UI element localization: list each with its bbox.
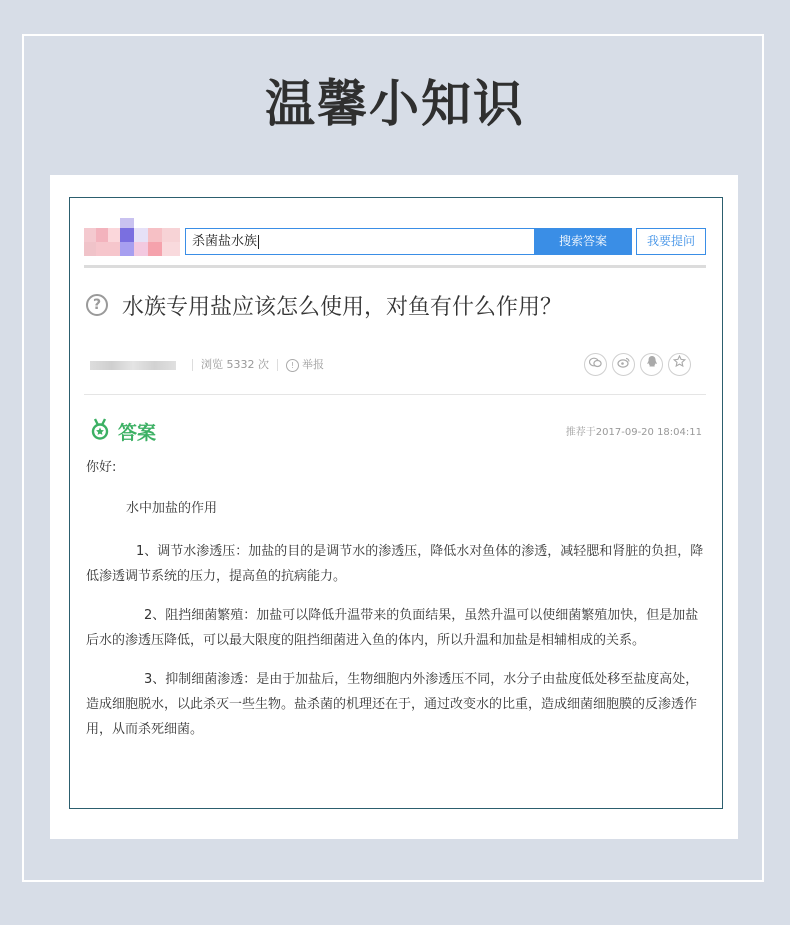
report-link[interactable]: 举报 [302, 358, 324, 371]
question-title: 水族专用盐应该怎么使用，对鱼有什么作用？ [122, 295, 563, 320]
wechat-icon[interactable] [584, 353, 607, 376]
view-count: 浏览 5332 次 [201, 358, 269, 371]
qq-icon[interactable] [640, 353, 663, 376]
share-icons [579, 353, 691, 376]
question-meta [90, 356, 324, 372]
ask-question-button[interactable]: 我要提问 [636, 228, 706, 255]
answer-timestamp: 推荐于2017-09-20 18:04:11 [565, 427, 702, 438]
answer-subtitle: 水中加盐的作用 [126, 501, 218, 516]
report-icon[interactable]: ! [286, 359, 299, 372]
answer-content [86, 455, 706, 756]
weibo-icon[interactable] [612, 353, 635, 376]
meta-separator [277, 359, 278, 371]
answer-paragraph-1: 1、调节水渗透压：加盐的目的是调节水的渗透压，降低水对鱼体的渗透，减轻腮和肾脏的负担，降低渗透调节系统的压力，提高鱼的抗病能力。 [86, 544, 704, 584]
header-divider [84, 265, 706, 268]
answer-paragraph-3: 3、抑制细菌渗透：是由于加盐后，生物细胞内外渗透压不同，水分子由盐度低处移至盐度高处，造成细胞脱水，以此杀灭一些生物。盐杀菌的机理还在于，通过改变水的比重，造成细菌细胞膜的反渗透作用，从而杀死细菌。 [86, 672, 699, 737]
answer-paragraph-2: 2、阻挡细菌繁殖：加盐可以降低升温带来的负面结果，虽然升温可以使细菌繁殖加快，但是加盐后水的渗透压降低，可以最大限度的阻挡细菌进入鱼的体内，所以升温和加盐是相辅相成的关系。 [86, 608, 699, 648]
medal-icon [90, 418, 110, 440]
site-logo-blurred [84, 218, 180, 256]
question-mark-icon: ? [86, 294, 108, 316]
answer-label: 答案 [118, 422, 157, 444]
search-button[interactable]: 搜索答案 [534, 228, 632, 255]
poster-title: 温馨小知识 [265, 75, 525, 133]
meta-divider [84, 394, 706, 395]
meta-separator [192, 359, 193, 371]
asker-name-blurred [90, 361, 176, 370]
favorite-star-icon[interactable] [668, 353, 691, 376]
answer-greeting: 你好: [86, 460, 117, 475]
qa-screenshot [69, 197, 723, 809]
search-input[interactable]: 杀菌盐水族 [185, 228, 535, 255]
